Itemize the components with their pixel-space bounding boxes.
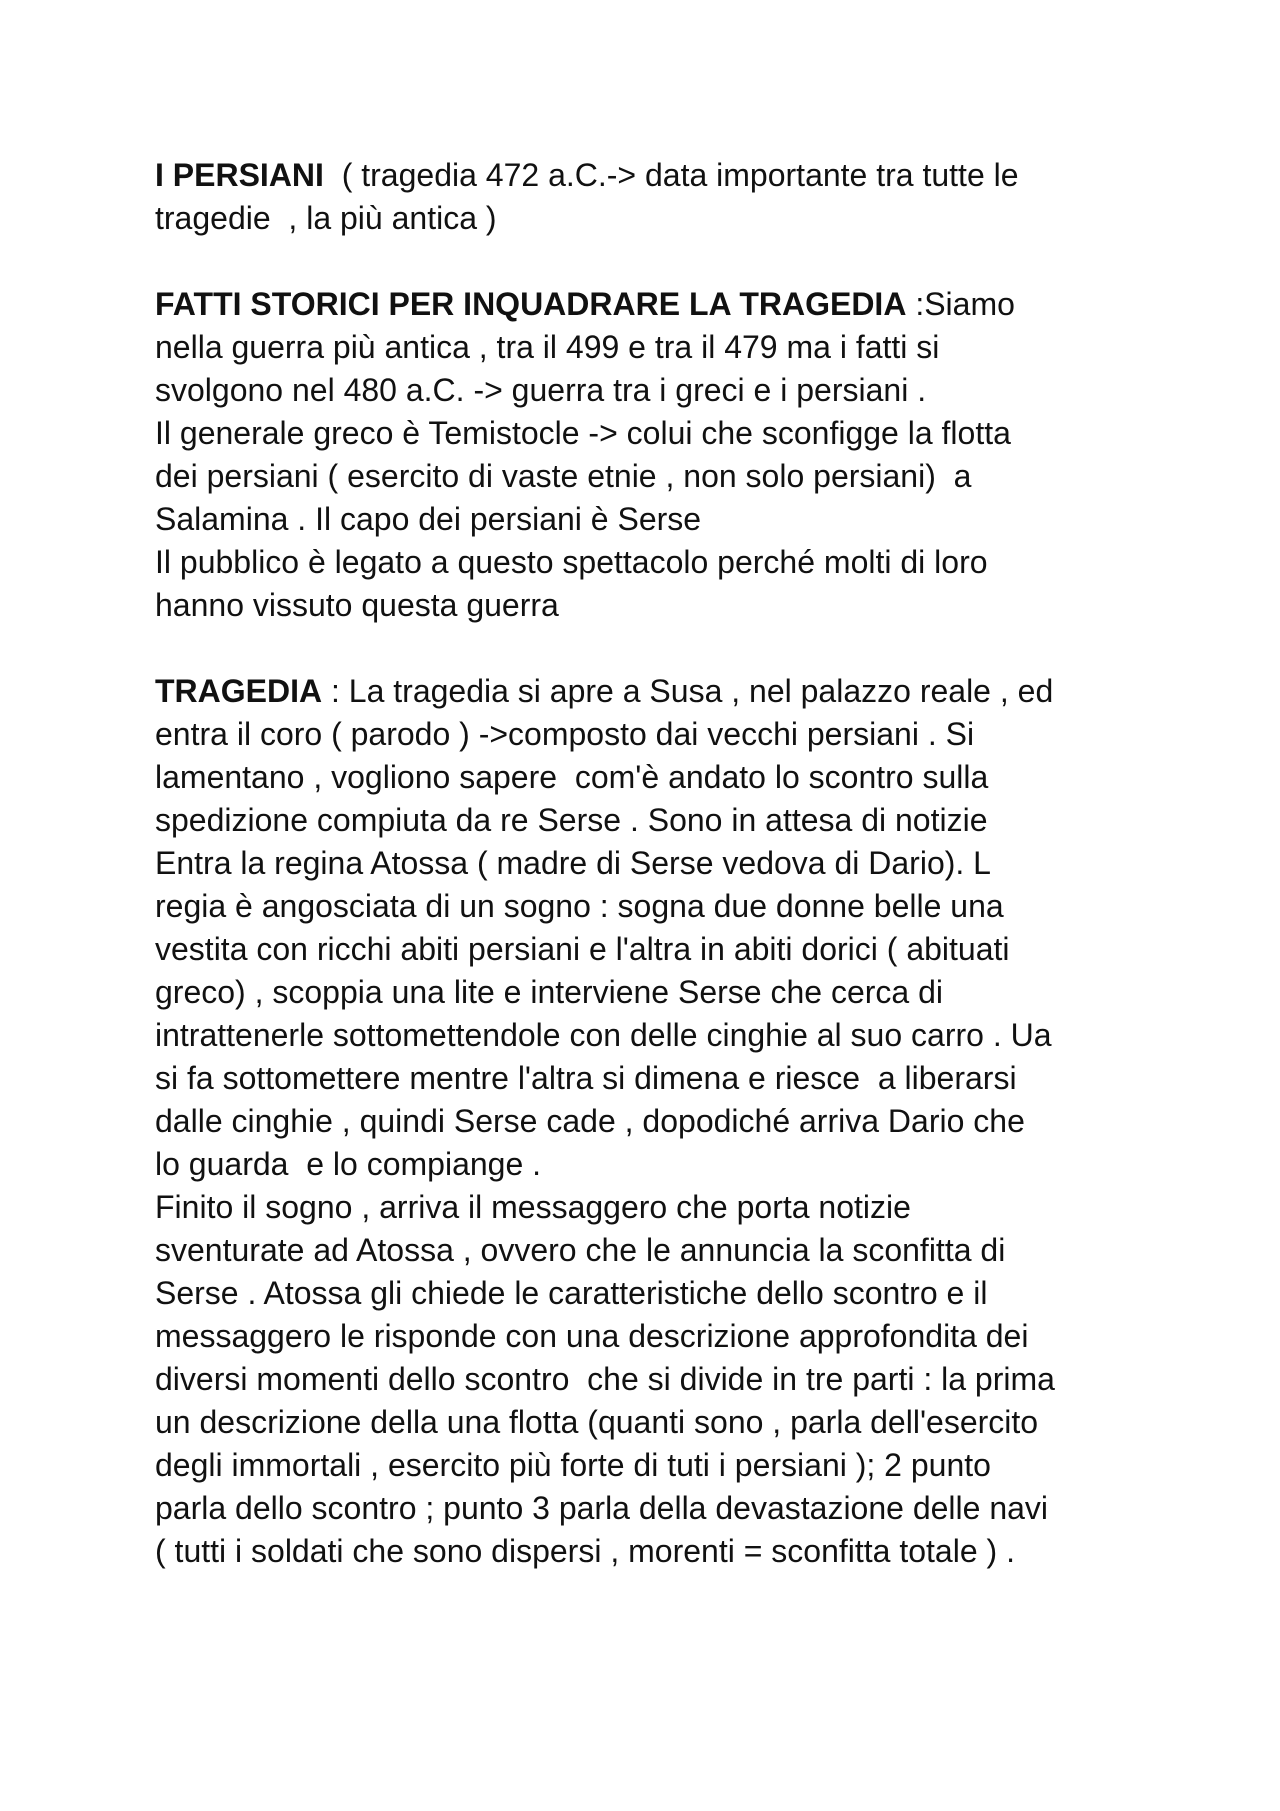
tragedia-line: vestita con ricchi abiti persiani e l'altra in abiti dorici ( abituati <box>155 931 1010 967</box>
tragedia-line: sventurate ad Atossa , ovvero che le annuncia la sconfitta di <box>155 1232 1006 1268</box>
tragedia-line: si fa sottomettere mentre l'altra si dimena e riesce a liberarsi <box>155 1060 1017 1096</box>
fatti-intro-text: :Siamo <box>906 286 1015 322</box>
tragedia-line: parla dello scontro ; punto 3 parla della devastazione delle navi <box>155 1490 1049 1526</box>
tragedia-line: ( tutti i soldati che sono dispersi , morenti = sconfitta totale ) . <box>155 1533 1015 1569</box>
tragedia-intro-text: : La tragedia si apre a Susa , nel palazzo reale , ed <box>322 673 1054 709</box>
tragedia-line: greco) , scoppia una lite e interviene Serse che cerca di <box>155 974 943 1010</box>
fatti-line: nella guerra più antica , tra il 499 e tra il 479 ma i fatti si <box>155 329 940 365</box>
fatti-line: hanno vissuto questa guerra <box>155 587 559 623</box>
document-body <box>155 154 1155 1573</box>
fatti-line: Il pubblico è legato a questo spettacolo perché molti di loro <box>155 544 988 580</box>
tragedia-line: intrattenerle sottomettendole con delle cinghie al suo carro . Ua <box>155 1017 1052 1053</box>
tragedia-line: Finito il sogno , arriva il messaggero che porta notizie <box>155 1189 911 1225</box>
persiani-heading: I PERSIANI <box>155 157 324 193</box>
fatti-heading: FATTI STORICI PER INQUADRARE LA TRAGEDIA <box>155 286 907 322</box>
paragraph-spacer <box>155 240 1155 283</box>
tragedia-line: un descrizione della una flotta (quanti sono , parla dell'esercito <box>155 1404 1039 1440</box>
tragedia-line: lamentano , vogliono sapere com'è andato lo scontro sulla <box>155 759 989 795</box>
fatti-title-line <box>155 283 1155 326</box>
tragedia-line: entra il coro ( parodo ) ->composto dai vecchi persiani . Si <box>155 716 975 752</box>
persiani-intro-text: ( tragedia 472 a.C.-> data importante tra tutte le <box>323 157 1019 193</box>
persiani-intro-line-2: tragedie , la più antica ) <box>155 200 497 236</box>
tragedia-line: lo guarda e lo compiange . <box>155 1146 542 1182</box>
tragedia-heading: TRAGEDIA <box>155 673 323 709</box>
fatti-line: svolgono nel 480 a.C. -> guerra tra i greci e i persiani . <box>155 372 927 408</box>
tragedia-line: regia è angosciata di un sogno : sogna due donne belle una <box>155 888 1004 924</box>
tragedia-line: degli immortali , esercito più forte di tuti i persiani ); 2 punto <box>155 1447 991 1483</box>
tragedia-title-line <box>155 670 1155 713</box>
tragedia-line: Serse . Atossa gli chiede le caratteristiche dello scontro e il <box>155 1275 988 1311</box>
fatti-line: dei persiani ( esercito di vaste etnie , non solo persiani) a <box>155 458 972 494</box>
tragedia-line: spedizione compiuta da re Serse . Sono in attesa di notizie <box>155 802 988 838</box>
tragedia-line: Entra la regina Atossa ( madre di Serse vedova di Dario). L <box>155 845 991 881</box>
fatti-line: Il generale greco è Temistocle -> colui che sconfigge la flotta <box>155 415 1011 451</box>
tragedia-line: messaggero le risponde con una descrizione approfondita dei <box>155 1318 1029 1354</box>
tragedia-line: dalle cinghie , quindi Serse cade , dopodiché arriva Dario che <box>155 1103 1025 1139</box>
tragedia-line: diversi momenti dello scontro che si divide in tre parti : la prima <box>155 1361 1055 1397</box>
fatti-line: Salamina . Il capo dei persiani è Serse <box>155 501 702 537</box>
paragraph-spacer <box>155 627 1155 670</box>
persiani-title-line <box>155 154 1155 197</box>
